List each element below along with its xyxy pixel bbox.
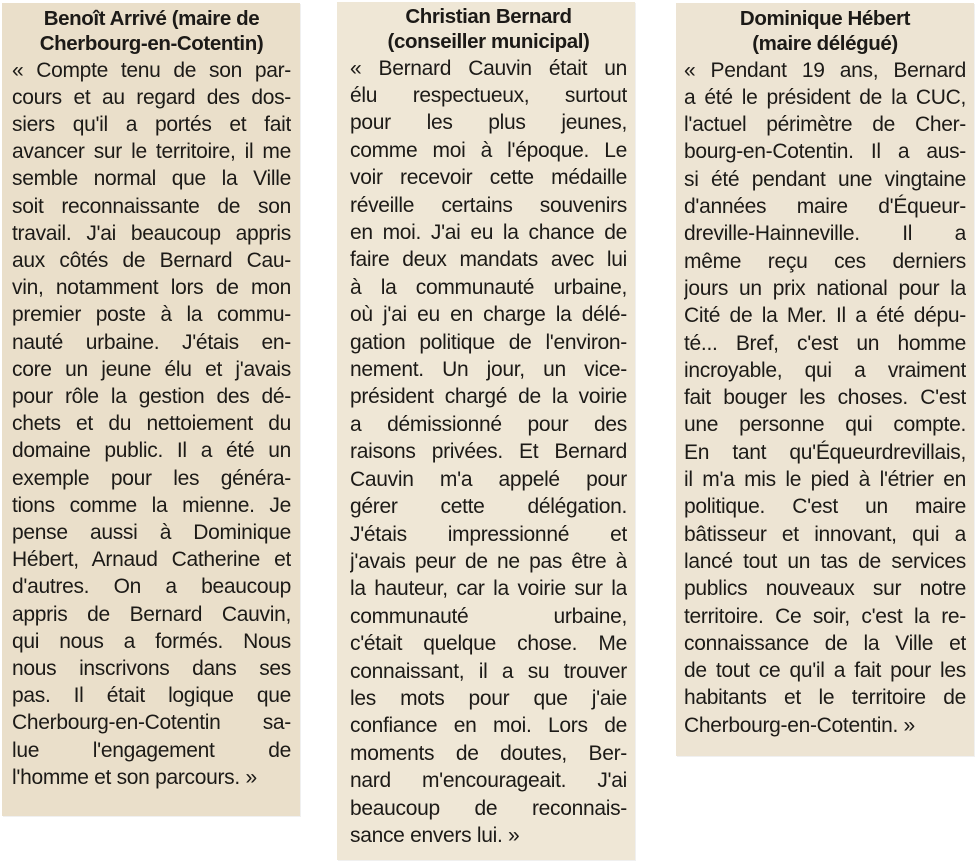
- text-line: avancer sur le territoire, il me: [12, 140, 291, 164]
- text-line: en moi. J'ai eu la chance de: [350, 221, 627, 245]
- text-line: territoire. Ce soir, c'est la re-: [684, 604, 966, 628]
- text-line: Cité de la Mer. Il a été dépu-: [684, 304, 966, 328]
- text-line: exemple pour les généra-: [12, 466, 291, 490]
- text-line: appris de Bernard Cauvin,: [12, 602, 291, 626]
- text-line: habitants et le territoire de: [684, 686, 966, 710]
- text-line: « Compte tenu de son par-: [12, 58, 291, 82]
- text-line: une personne qui compte.: [684, 413, 966, 437]
- column-heading: [684, 7, 966, 57]
- heading-line: (conseiller municipal): [387, 29, 590, 53]
- text-line: si été pendant une vingtaine: [684, 167, 966, 191]
- text-line: a été le président de la CUC,: [684, 85, 966, 109]
- text-line: pas. Il était logique que: [12, 684, 291, 708]
- heading-line: Benoît Arrivé (maire de: [43, 7, 260, 30]
- text-line: il m'a mis le pied à l'étrier en: [684, 468, 966, 492]
- text-line: bâtisseur et innovant, qui a: [684, 522, 966, 546]
- text-line: voir recevoir cette médaille: [350, 166, 627, 190]
- text-line: les mots pour que j'aie: [350, 686, 627, 710]
- text-line: domaine public. Il a été un: [12, 439, 291, 463]
- text-line: d'années maire d'Équeur-: [684, 195, 966, 219]
- text-line: travail. J'ai beaucoup appris: [12, 221, 291, 245]
- heading-line: Cherbourg-en-Cotentin): [39, 31, 264, 55]
- column-heading: [350, 5, 627, 55]
- text-line: faire deux mandats avec lui: [350, 248, 627, 272]
- text-line: de tout ce qu'il a fait pour les: [684, 659, 966, 683]
- text-line: réveille certains souvenirs: [350, 193, 627, 217]
- article-column-christian-bernard: [337, 2, 635, 860]
- text-line: lue l'engagement de: [12, 738, 291, 762]
- text-line: où j'ai eu en charge la délé-: [350, 303, 627, 327]
- heading-line: Dominique Hébert: [739, 7, 911, 30]
- text-line: a démissionné pour des: [350, 412, 627, 436]
- text-line: bourg-en-Cotentin. Il a aus-: [684, 140, 966, 164]
- column-heading: [12, 7, 291, 57]
- text-line: chets et du nettoiement du: [12, 412, 291, 436]
- text-line: gation politique de l'environ-: [350, 330, 627, 354]
- text-line: c'était quelque chose. Me: [350, 632, 627, 656]
- text-line: politique. C'est un maire: [684, 495, 966, 519]
- text-line: l'homme et son parcours. »: [12, 765, 257, 789]
- quote-body: [12, 57, 291, 791]
- text-line: d'autres. On a beaucoup: [12, 575, 291, 599]
- text-line: Hébert, Arnaud Catherine et: [12, 548, 291, 572]
- text-line: tions comme la mienne. Je: [12, 493, 291, 517]
- text-line: l'actuel périmètre de Cher-: [684, 113, 966, 137]
- article-column-dominique-hebert: [676, 3, 974, 756]
- text-line: moments de doutes, Ber-: [350, 741, 627, 765]
- text-line: communauté urbaine,: [350, 604, 627, 628]
- article-column-benoit-arrive: [2, 3, 300, 816]
- text-line: vin, notamment lors de mon: [12, 276, 291, 300]
- text-line: « Pendant 19 ans, Bernard: [684, 58, 966, 82]
- text-line: J'étais impressionné et: [350, 522, 627, 546]
- text-line: élu respectueux, surtout: [350, 84, 627, 107]
- text-line: fait bouger les choses. C'est: [684, 386, 966, 410]
- text-line: Cherbourg-en-Cotentin. »: [684, 713, 915, 737]
- text-line: siers qu'il a portés et fait: [12, 113, 291, 136]
- text-line: qui nous a formés. Nous: [12, 629, 291, 653]
- text-line: jours un prix national pour la: [684, 276, 966, 300]
- text-line: raisons privées. Et Bernard: [350, 440, 627, 464]
- text-line: nement. Un jour, un vice-: [350, 358, 627, 382]
- text-line: Cherbourg-en-Cotentin sa-: [12, 711, 291, 735]
- text-line: cours et au regard des dos-: [12, 85, 291, 109]
- text-line: pour rôle la gestion des dé-: [12, 385, 291, 409]
- text-line: connaissant, il a su trouver: [350, 659, 627, 683]
- text-line: président chargé de la voirie: [350, 385, 627, 409]
- text-line: lancé tout un tas de services: [684, 549, 966, 573]
- text-line: soit reconnaissante de son: [12, 194, 291, 218]
- text-line: En tant qu'Équeurdrevillais,: [684, 440, 966, 464]
- text-line: gérer cette délégation.: [350, 495, 627, 519]
- text-line: Cauvin m'a appelé pour: [350, 467, 627, 491]
- text-line: sance envers lui. »: [350, 823, 520, 847]
- text-line: beaucoup de reconnais-: [350, 796, 627, 820]
- text-line: incroyable, qui a vraiment: [684, 358, 966, 382]
- quote-body: [684, 57, 966, 739]
- text-line: dreville-Hainneville. Il a: [684, 222, 966, 246]
- text-line: pour les plus jeunes,: [350, 111, 627, 135]
- text-line: comme moi à l'époque. Le: [350, 138, 627, 162]
- text-line: publics nouveaux sur notre: [684, 577, 966, 601]
- text-line: nous inscrivons dans ses: [12, 657, 291, 681]
- heading-line: Christian Bernard: [405, 5, 572, 28]
- text-line: nauté urbaine. J'étais en-: [12, 330, 291, 354]
- text-line: aux côtés de Bernard Cau-: [12, 249, 291, 273]
- text-line: « Bernard Cauvin était un: [350, 56, 627, 80]
- text-line: même reçu ces derniers: [684, 249, 966, 273]
- text-line: j'avais peur de ne pas être à: [350, 549, 627, 573]
- text-line: nard m'encourageait. J'ai: [350, 769, 627, 793]
- text-line: confiance en moi. Lors de: [350, 714, 627, 738]
- text-line: pense aussi à Dominique: [12, 521, 291, 545]
- text-line: core un jeune élu et j'avais: [12, 357, 291, 381]
- text-line: premier poste à la commu-: [12, 303, 291, 327]
- text-line: connaissance de la Ville et: [684, 631, 966, 655]
- text-line: à la communauté urbaine,: [350, 275, 627, 299]
- text-line: semble normal que la Ville: [12, 167, 291, 191]
- heading-line: (maire délégué): [752, 31, 898, 55]
- quote-body: [350, 55, 627, 850]
- text-line: la hauteur, car la voirie sur la: [350, 577, 627, 601]
- text-line: té... Bref, c'est un homme: [684, 331, 966, 355]
